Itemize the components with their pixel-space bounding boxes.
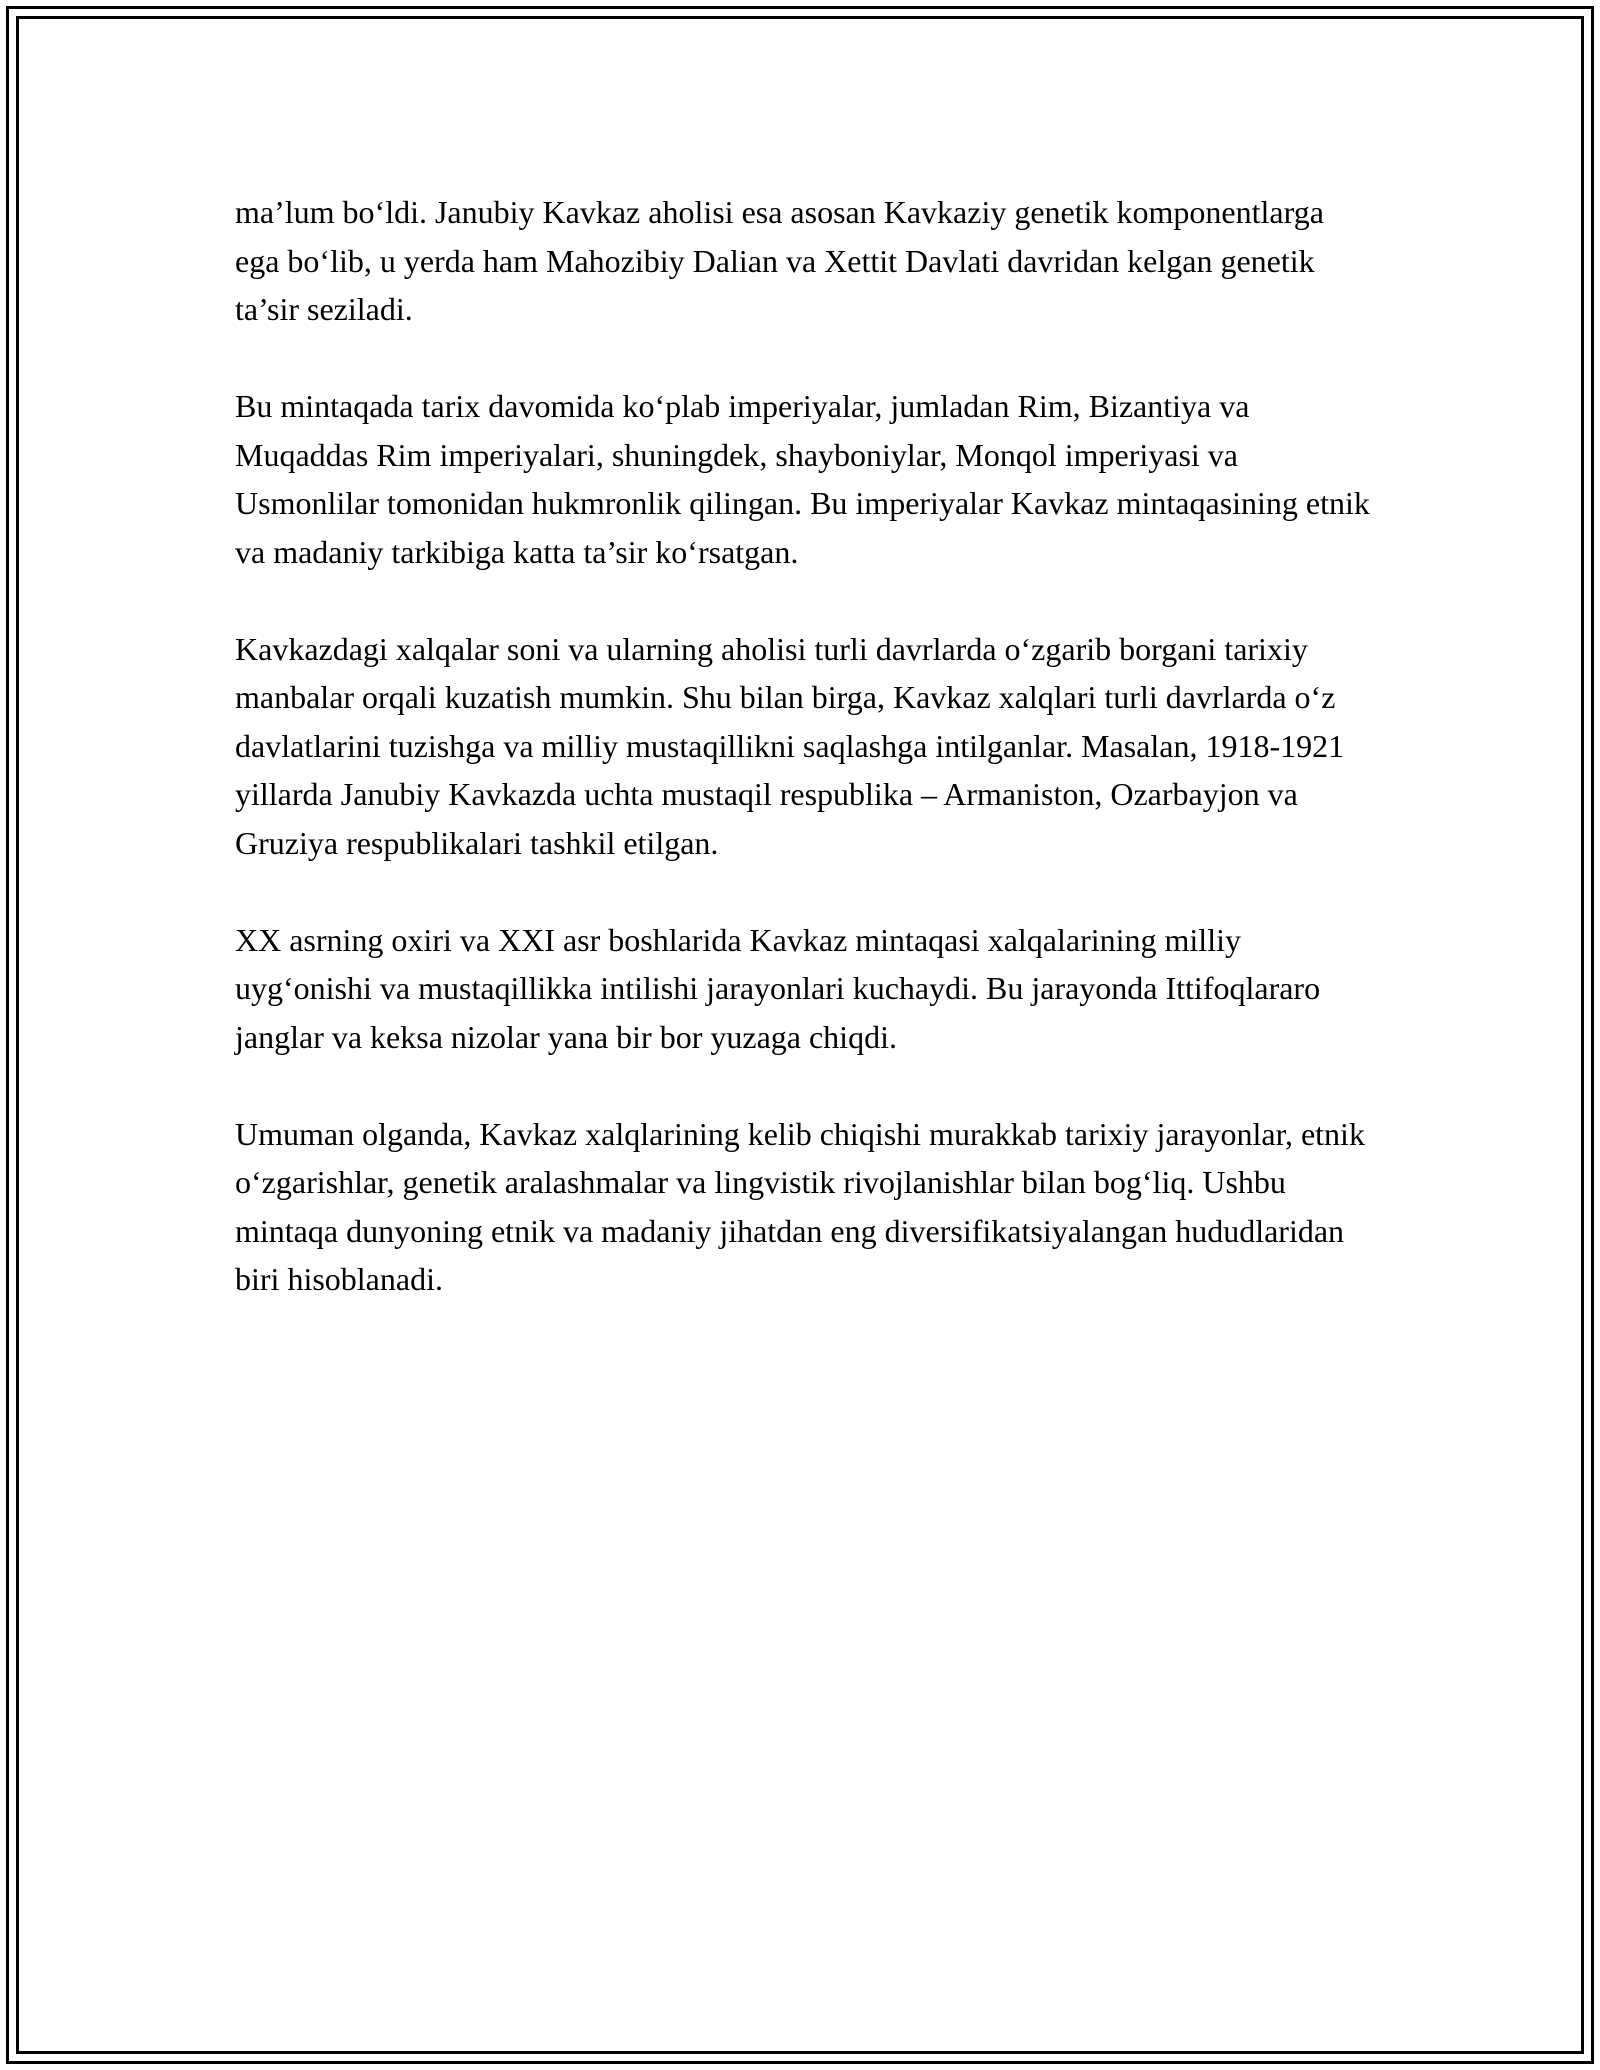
paragraph-4: XX asrning oxiri va XXI asr boshlarida Kavkaz mintaqasi xalqalarining milliy uyg‘onishi va mustaqillikka intilishi jarayonlari kuchaydi. Bu jarayonda Ittifoqlararo janglar va keksa nizolar yana bir bor yuzaga chiqdi. — [235, 921, 1321, 1055]
paragraph-1: ma’lum bo‘ldi. Janubiy Kavkaz aholisi esa asosan Kavkaziy genetik komponentlarga ega bo‘lib, u yerda ham Mahozibiy Dalian va Xettit Davlati davridan kelgan genetik ta’sir seziladi. — [235, 194, 1324, 327]
paragraph-5: Umuman olganda, Kavkaz xalqlarining kelib chiqishi murakkab tarixiy jarayonlar, etnik o‘zgarishlar, genetik aralashmalar va lingvistik rivojlanishlar bilan bog‘liq. Ushbu mintaqa dunyoning etnik va madaniy jihatdan eng diversifikatsiyalangan hududlaridan biri hisoblanadi. — [235, 1115, 1365, 1297]
document-body — [235, 188, 1375, 1352]
paragraph-2: Bu mintaqada tarix davomida ko‘plab imperiyalar, jumladan Rim, Bizantiya va Muqaddas Rim imperiyalari, shuningdek, shayboniylar, Monqol imperiyasi va Usmonlilar tomonidan hukmronlik qilingan. Bu imperiyalar Kavkaz mintaqasining etnik va madaniy tarkibiga katta ta’sir ko‘rsatgan. — [235, 388, 1370, 570]
paragraph-3: Kavkazdagi xalqalar soni va ularning aholisi turli davrlarda o‘zgarib borgani tarixiy manbalar orqali kuzatish mumkin. Shu bilan birga, Kavkaz xalqlari turli davrlarda o‘z davlatlarini tuzishga va milliy mustaqillikni saqlashga intilganlar. Masalan, 1918-1921 yillarda Janubiy Kavkazda uchta mustaqil respublika – Armaniston, Ozarbayjon va Gruziya respublikalari tashkil etilgan. — [235, 630, 1345, 861]
